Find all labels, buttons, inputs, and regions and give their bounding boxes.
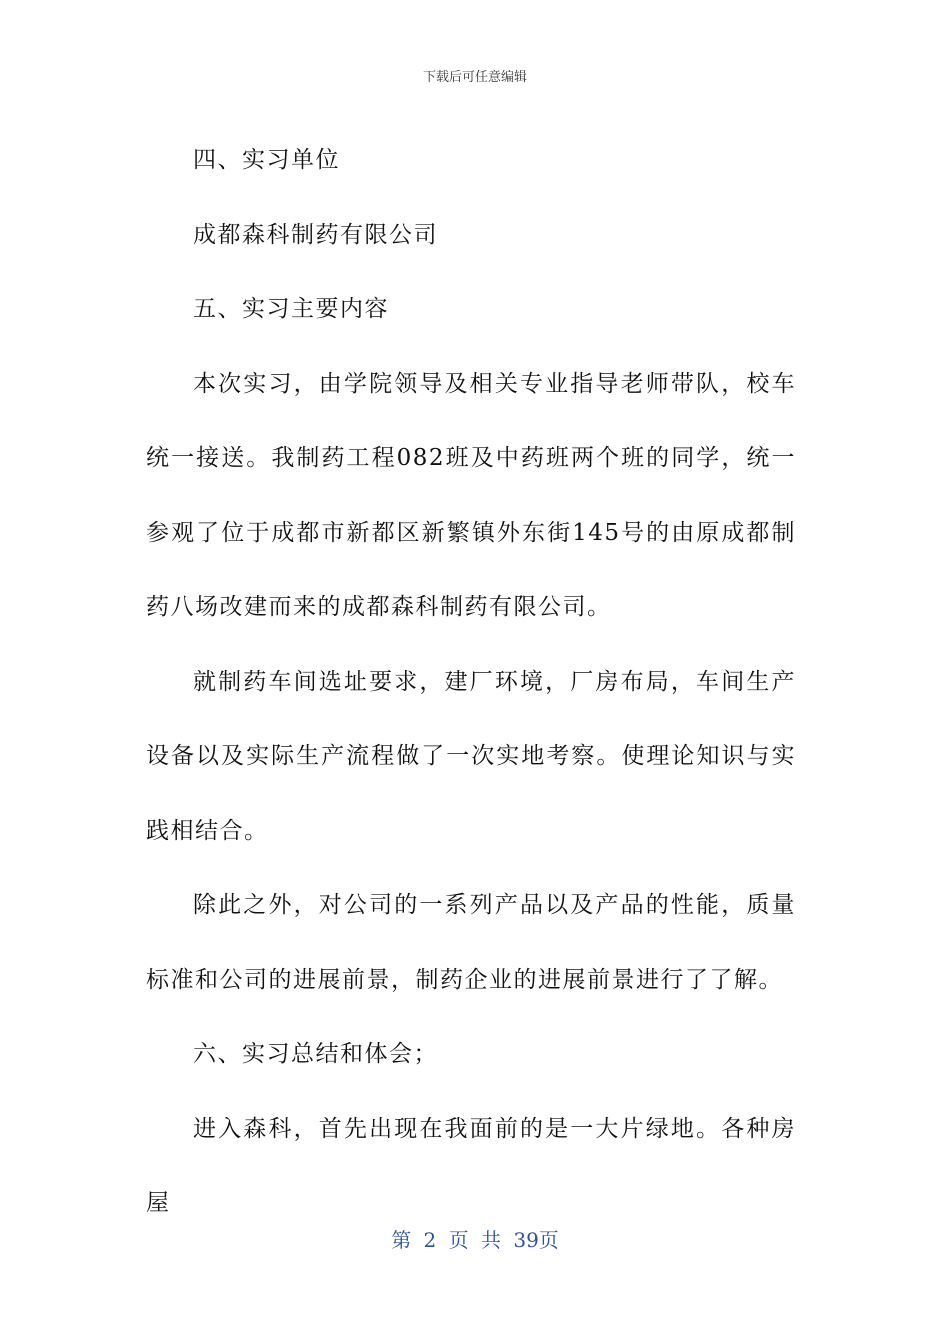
paragraph-visit: 本次实习，由学院领导及相关专业指导老师带队，校车统一接送。我制药工程082班及中药班两个班的同学，统一参观了位于成都市新都区新繁镇外东街145号的由原成都制药八场改建而来的成都森科制药有限公司。 <box>146 370 796 620</box>
paragraph-products: 除此之外，对公司的一系列产品以及产品的性能，质量标准和公司的进展前景，制药企业的进展前景进行了了解。 <box>146 892 796 993</box>
page-footer: 第 2 页 共 39页 <box>391 1228 559 1252</box>
heading-internship-unit: 四、实习单位 <box>193 147 340 173</box>
paragraph-entering: 进入森科，首先出现在我面前的是一大片绿地。各种房屋 <box>146 1115 796 1216</box>
heading-summary: 六、实习总结和体会； <box>193 1041 438 1067</box>
heading-main-content: 五、实习主要内容 <box>193 296 389 322</box>
paragraph-inspection: 就制药车间选址要求，建厂环境，厂房布局，车间生产设备以及实际生产流程做了一次实地考察。使理论知识与实践相结合。 <box>146 668 796 844</box>
company-name: 成都森科制药有限公司 <box>193 221 438 248</box>
page-header: 下载后可任意编辑 <box>422 70 527 85</box>
document-body <box>146 123 796 1241</box>
